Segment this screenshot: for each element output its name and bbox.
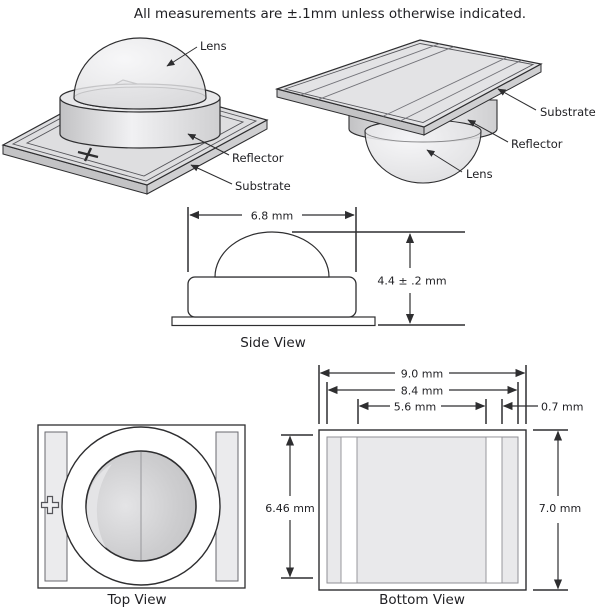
dim-slot-width: 0.7 mm (541, 400, 584, 414)
top-view-caption: Top View (107, 592, 167, 608)
side-view-caption: Side View (240, 335, 306, 351)
isolation-slot-right (486, 437, 502, 583)
substrate-board (277, 40, 541, 135)
perspective-top-view (3, 38, 291, 194)
bottom-view-caption: Bottom View (379, 592, 465, 608)
substrate-label: Substrate (235, 179, 291, 193)
dim-inner-height: 6.46 mm (265, 502, 315, 515)
dim-body-width: 6.8 mm (250, 209, 294, 223)
lens-dome (215, 232, 329, 277)
reflector-label: Reflector (511, 137, 563, 151)
dim-outer-height: 7.0 mm (538, 502, 582, 515)
substrate-base (172, 317, 375, 326)
side-view (172, 207, 465, 351)
top-view (38, 425, 245, 608)
tolerance-note: All measurements are ±.1mm unless otherwise indicated. (133, 6, 527, 22)
lens-dome (74, 38, 206, 109)
bottom-view (265, 365, 583, 608)
dim-overall-height: 4.4 ± .2 mm (377, 274, 447, 288)
isolation-slot-left (341, 437, 357, 583)
substrate-label: Substrate (540, 105, 596, 119)
substrate-leader-arrow (498, 89, 536, 110)
reflector-label: Reflector (232, 151, 284, 165)
reflector-body (188, 277, 356, 317)
dim-outer-width: 9.0 mm (400, 367, 444, 381)
dim-inner-width: 8.4 mm (400, 384, 444, 398)
substrate-leader-arrow (191, 165, 232, 184)
perspective-bottom-view (277, 40, 596, 183)
dim-center-pad-width: 5.6 mm (393, 400, 437, 414)
lens-label: Lens (466, 167, 493, 181)
lens-label: Lens (200, 39, 227, 53)
